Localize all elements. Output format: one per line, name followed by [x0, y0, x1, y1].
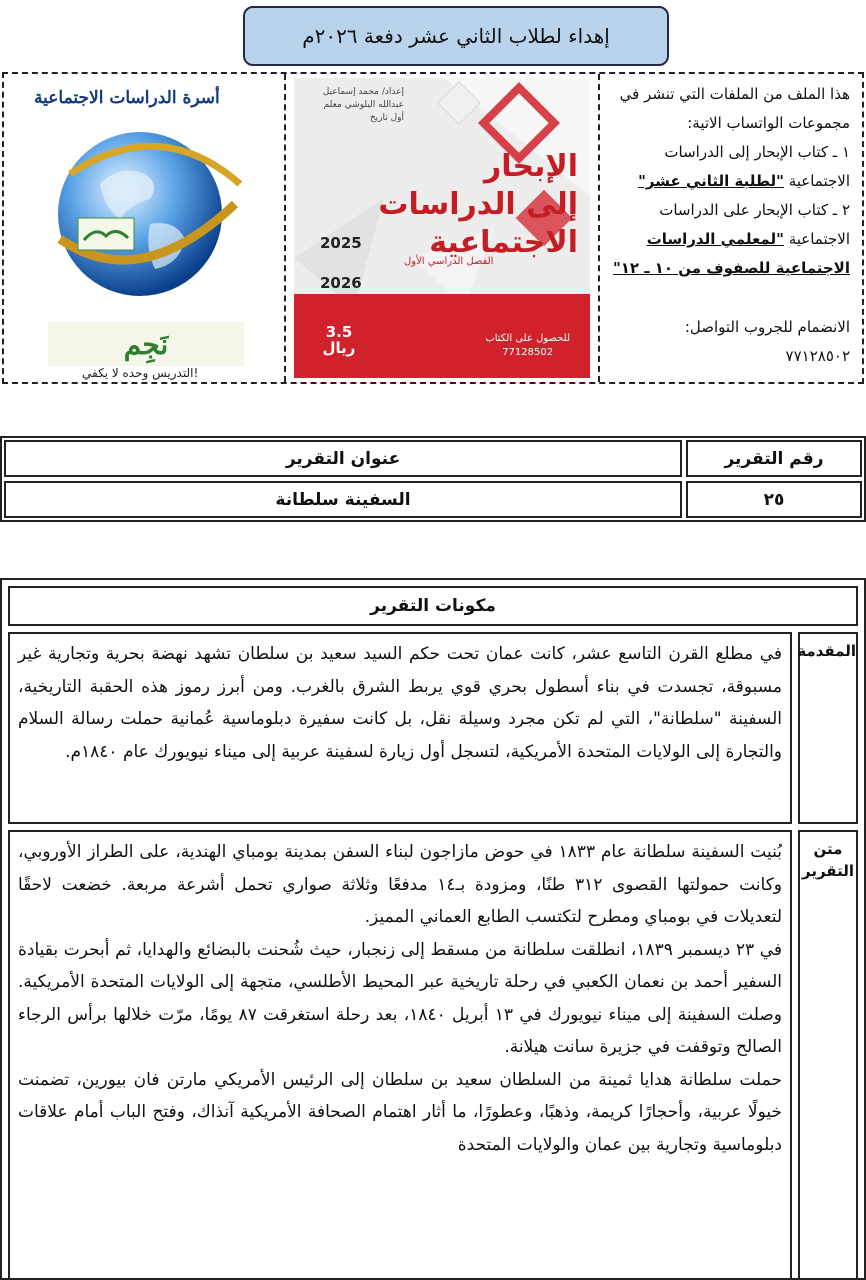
body-paragraph-2: في ٢٣ ديسمبر ١٨٣٩، انطلقت سلطانة من مسقط إلى زنجبار، حيث شُحنت بالبضائع والهدايا، ثم أبحرت بقيادة السفير أحمد بن نعمان الكعبي في رحلة تاريخية عبر المحيط الأطلسي، متجهة إلى الولايات المتحدة الأمريكية. وصلت السفينة إلى ميناء نيويورك في ١٣ أبريل ١٨٤٠، بعد رحلة استغرقت ٨٧ يومًا، مرّت خلالها برأس الرجاء الصالح وتوقفت في جزيرة سانت هيلانة. — [18, 939, 783, 1057]
promo-item-1 — [608, 138, 850, 196]
cover-price: 3.5 ريال — [322, 323, 356, 357]
cover-contact-number: 77128502 — [502, 347, 554, 358]
body-label: متن التقرير — [798, 830, 858, 1280]
cover-title — [378, 148, 578, 262]
promo-description — [600, 74, 862, 382]
cover-author: إعداد/ محمد إسماعيل عبدالله البلوشي معلم أول تاريخ — [322, 87, 404, 123]
intro-paragraph: في مطلع القرن التاسع عشر، كانت عمان تحت حكم السيد سعيد بن سلطان تشهد نهضة بحرية وتجارية غير مسبوقة، تجسدت في بناء أسطول بحري قوي يربط الشرق بالغرب. ومن أبرز رموز هذه الحقبة التاريخية، السفينة "سلطانة"، التي لم تكن مجرد وسيلة نقل، بل كانت سفيرة دبلوماسية عُمانية حملت رسالة السلام والتجارة إلى الولايات المتحدة الأمريكية، لتسجل أول زيارة لسفينة عربية إلى ميناء نيويورك عام ١٨٤٠م. — [18, 644, 782, 762]
family-logo — [4, 74, 286, 382]
cover-title-line1: الإبحار — [483, 149, 578, 184]
promo-join-number: ٧٧١٢٨٥٠٢ — [785, 347, 850, 365]
body-paragraph-3: حملت سلطانة هدايا ثمينة من السلطان سعيد بن سلطان إلى الرئيس الأمريكي مارتن فان بيورين، تضمنت خيولًا عربية، وأحجارًا كريمة، وذهبًا، وعطورًا، ما أثار اهتمام الصحافة الأمريكية آنذاك، وفتح الباب أمام علاقات دبلوماسية وتجارية بين عمان والولايات المتحدة — [18, 1069, 782, 1155]
cover-title-line2: إلى الدراسات — [378, 187, 578, 222]
report-info-table — [0, 436, 866, 522]
promo-item-2-link[interactable]: "لمعلمي الدراسات الاجتماعية للصفوف من ١٠ ـ ١٢" — [612, 230, 850, 277]
report-number-label: رقم التقرير — [686, 440, 862, 477]
cover-title-line3: الاجتماعية — [429, 225, 578, 260]
dedication-text: إهداء لطلاب الثاني عشر دفعة ٢٠٢٦م — [302, 24, 610, 48]
cover-year-end: 2026 — [320, 274, 362, 292]
cover-contact-label: للحصول على الكتاب — [485, 333, 570, 344]
brand-logo: نَجِم — [48, 322, 244, 366]
promo-join-label: الانضمام للجروب التواصل: — [684, 318, 850, 336]
promo-item-1-text: ١ ـ كتاب الإبحار إلى الدراسات الاجتماعية — [664, 143, 850, 190]
promo-section — [2, 72, 864, 384]
report-value-row — [2, 479, 864, 520]
report-components — [0, 578, 866, 1280]
cover-contact — [485, 332, 570, 360]
report-title-value: السفينة سلطانة — [4, 481, 682, 518]
components-header: مكونات التقرير — [8, 586, 858, 626]
report-number-value: ٢٥ — [686, 481, 862, 518]
promo-item-2-text: ٢ ـ كتاب الإبحار على الدراسات الاجتماعية — [659, 201, 850, 248]
globe-icon — [40, 114, 250, 324]
intro-text — [8, 632, 792, 824]
intro-label: المقدمة — [798, 632, 858, 824]
promo-item-2 — [608, 196, 850, 283]
report-title-label: عنوان التقرير — [4, 440, 682, 477]
body-text — [8, 830, 792, 1280]
cover-year-start: 2025 — [320, 234, 362, 252]
dedication-banner — [243, 6, 669, 66]
cover-term: الفصل الدراسي الأول — [404, 256, 494, 267]
book-cover — [286, 74, 600, 382]
promo-intro: هذا الملف من الملفات التي تنشر في مجموعات الواتساب الاتية: — [619, 85, 850, 132]
body-paragraph-1: بُنيت السفينة سلطانة عام ١٨٣٣ في حوض مازاجون لبناء السفن بمدينة بومباي الهندية، على الطراز الأوروبي، وكانت حمولتها القصوى ٣١٢ طنًا، ومزودة بـ١٤ مدفعًا وثلاثة صواري تحمل أشرعة مربعة. خضعت لاحقًا لتعديلات في بومباي ومطرح لتكتسب الطابع العماني المميز. — [18, 842, 782, 927]
promo-item-1-link[interactable]: "لطلبة الثاني عشر" — [638, 172, 784, 190]
logo-title: أسرة الدراسات الاجتماعية — [34, 88, 220, 108]
logo-tagline: التدريس وحده لا يكفي! — [82, 366, 199, 380]
report-header-row — [2, 438, 864, 479]
